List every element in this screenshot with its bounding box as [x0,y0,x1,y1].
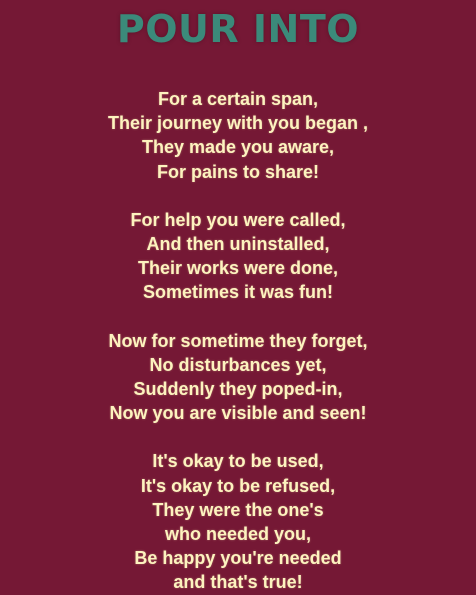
poem-line: For a certain span, [157,89,319,109]
poem-line: Sometimes it was fun! [142,282,334,303]
poem-line: It's okay to be used, [152,451,324,472]
poem-line: Now for sometime they forget, [108,330,368,351]
poem-line: Their journey with you began , [107,113,369,134]
poem-line: and that's true! [173,572,303,593]
poem-line: Now you are visible and seen! [109,403,367,424]
poem-line: They made you aware, [141,137,335,158]
poem-line: No disturbances yet, [149,354,327,375]
poem-line: And then uninstalled, [146,234,330,255]
poem-line: Their works were done, [137,258,339,279]
poem-line: For pains to share! [156,161,320,182]
poem-line: who needed you, [164,524,311,545]
stanza-4 [0,449,476,594]
stanza-2 [0,208,476,305]
stanza-1 [0,87,476,184]
poem-line: They were the one's [152,499,324,520]
poem-line: Suddenly they poped-in, [133,379,343,400]
poem-line: Be happy you're needed [134,548,342,569]
poem-line: It's okay to be refused, [140,475,336,496]
poem-title: POUR INTO [116,7,360,51]
stanza-3 [0,329,476,426]
poem-body [0,87,476,595]
poem-line: For help you were called, [130,209,346,230]
